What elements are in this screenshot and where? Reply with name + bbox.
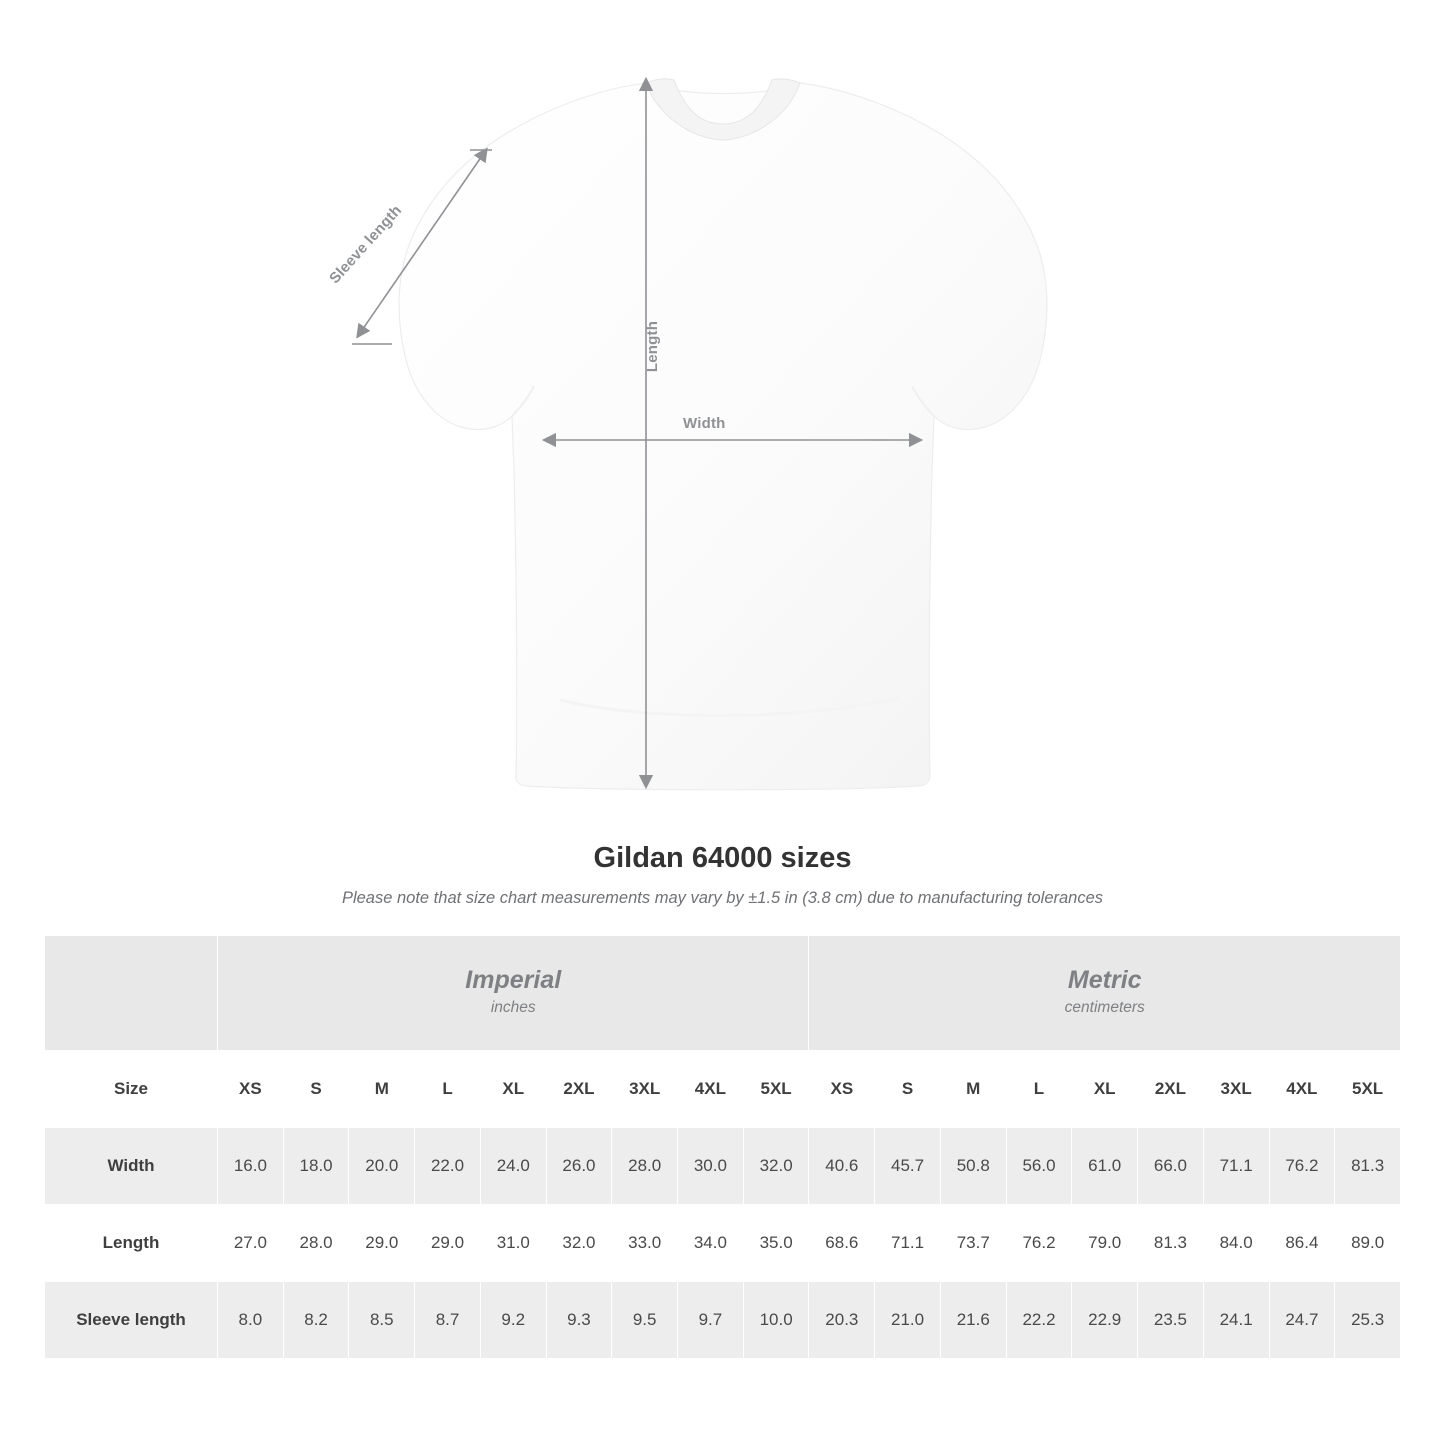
measurement-cell: 9.7 [678, 1282, 744, 1359]
measurement-cell: 81.3 [1335, 1128, 1401, 1205]
size-chart-table-wrapper [0, 935, 1445, 1359]
size-column-header: S [875, 1051, 941, 1128]
size-row-label: Size [45, 1051, 218, 1128]
size-column-header: XL [480, 1051, 546, 1128]
measurement-cell: 24.7 [1269, 1282, 1335, 1359]
measurement-cell: 27.0 [218, 1205, 284, 1282]
size-column-header: 5XL [1335, 1051, 1401, 1128]
measurement-cell: 20.0 [349, 1128, 415, 1205]
measurement-cell: 16.0 [218, 1128, 284, 1205]
size-column-header: 4XL [678, 1051, 744, 1128]
measurement-cell: 29.0 [349, 1205, 415, 1282]
size-column-header: 2XL [546, 1051, 612, 1128]
measurement-row-label: Sleeve length [45, 1282, 218, 1359]
size-column-header: 3XL [1203, 1051, 1269, 1128]
measurement-cell: 18.0 [283, 1128, 349, 1205]
measurement-cell: 10.0 [743, 1282, 809, 1359]
sleeve-length-label: Sleeve length [326, 201, 406, 288]
measurement-cell: 50.8 [940, 1128, 1006, 1205]
unit-system-name: Metric [1067, 965, 1142, 994]
measurement-cell: 23.5 [1138, 1282, 1204, 1359]
measurement-cell: 24.0 [480, 1128, 546, 1205]
size-column-header: M [349, 1051, 415, 1128]
measurement-cell: 76.2 [1006, 1205, 1072, 1282]
size-column-header: 5XL [743, 1051, 809, 1128]
measurement-cell: 9.3 [546, 1282, 612, 1359]
measurement-row-label: Length [45, 1205, 218, 1282]
measurement-cell: 89.0 [1335, 1205, 1401, 1282]
measurement-cell: 35.0 [743, 1205, 809, 1282]
measurement-cell: 45.7 [875, 1128, 941, 1205]
unit-system-name: Imperial [465, 965, 562, 994]
measurement-cell: 25.3 [1335, 1282, 1401, 1359]
measurement-cell: 34.0 [678, 1205, 744, 1282]
measurement-cell: 21.6 [940, 1282, 1006, 1359]
measurement-cell: 8.2 [283, 1282, 349, 1359]
unit-system-unit: centimeters [1064, 999, 1145, 1017]
table-row [45, 1128, 1401, 1205]
measurement-cell: 28.0 [283, 1205, 349, 1282]
measurement-cell: 86.4 [1269, 1205, 1335, 1282]
measurement-cell: 8.7 [415, 1282, 481, 1359]
width-label: Width [683, 415, 726, 432]
measurement-cell: 61.0 [1072, 1128, 1138, 1205]
table-system-header-row [45, 936, 1401, 1051]
measurement-cell: 40.6 [809, 1128, 875, 1205]
measurement-cell: 26.0 [546, 1128, 612, 1205]
measurement-cell: 22.2 [1006, 1282, 1072, 1359]
measurement-cell: 9.2 [480, 1282, 546, 1359]
measurement-cell: 8.0 [218, 1282, 284, 1359]
table-corner-cell [45, 936, 218, 1051]
unit-system-header [218, 936, 809, 1051]
measurement-cell: 71.1 [875, 1205, 941, 1282]
table-row [45, 1282, 1401, 1359]
page-title: Gildan 64000 sizes [593, 842, 852, 874]
unit-system-unit: inches [490, 999, 536, 1017]
measurement-cell: 76.2 [1269, 1128, 1335, 1205]
measurement-cell: 81.3 [1138, 1205, 1204, 1282]
size-column-header: XL [1072, 1051, 1138, 1128]
measurement-cell: 32.0 [743, 1128, 809, 1205]
size-column-header: 4XL [1269, 1051, 1335, 1128]
measurement-cell: 30.0 [678, 1128, 744, 1205]
size-column-header: XS [218, 1051, 284, 1128]
size-chart-heading [0, 842, 1445, 908]
measurement-cell: 24.1 [1203, 1282, 1269, 1359]
measurement-cell: 66.0 [1138, 1128, 1204, 1205]
table-row [45, 1205, 1401, 1282]
size-column-header: L [415, 1051, 481, 1128]
table-size-header-row [45, 1051, 1401, 1128]
size-column-header: L [1006, 1051, 1072, 1128]
measurement-cell: 33.0 [612, 1205, 678, 1282]
measurement-cell: 22.0 [415, 1128, 481, 1205]
unit-system-header [809, 936, 1401, 1051]
measurement-cell: 29.0 [415, 1205, 481, 1282]
size-column-header: 2XL [1138, 1051, 1204, 1128]
tolerance-note: Please note that size chart measurements may vary by ±1.5 in (3.8 cm) due to manufacturing tolerances [341, 889, 1104, 907]
size-column-header: M [940, 1051, 1006, 1128]
measurement-cell: 28.0 [612, 1128, 678, 1205]
length-label: Length [644, 320, 662, 373]
size-chart-table [44, 935, 1401, 1359]
measurement-cell: 9.5 [612, 1282, 678, 1359]
measurement-cell: 56.0 [1006, 1128, 1072, 1205]
size-column-header: S [283, 1051, 349, 1128]
measurement-cell: 79.0 [1072, 1205, 1138, 1282]
measurement-cell: 31.0 [480, 1205, 546, 1282]
shirt-shape [399, 79, 1047, 790]
measurement-cell: 32.0 [546, 1205, 612, 1282]
measurement-cell: 8.5 [349, 1282, 415, 1359]
measurement-cell: 73.7 [940, 1205, 1006, 1282]
measurement-cell: 20.3 [809, 1282, 875, 1359]
measurement-cell: 21.0 [875, 1282, 941, 1359]
measurement-cell: 22.9 [1072, 1282, 1138, 1359]
size-column-header: 3XL [612, 1051, 678, 1128]
measurement-cell: 71.1 [1203, 1128, 1269, 1205]
measurement-row-label: Width [45, 1128, 218, 1205]
size-column-header: XS [809, 1051, 875, 1128]
measurement-cell: 68.6 [809, 1205, 875, 1282]
measurement-cell: 84.0 [1203, 1205, 1269, 1282]
